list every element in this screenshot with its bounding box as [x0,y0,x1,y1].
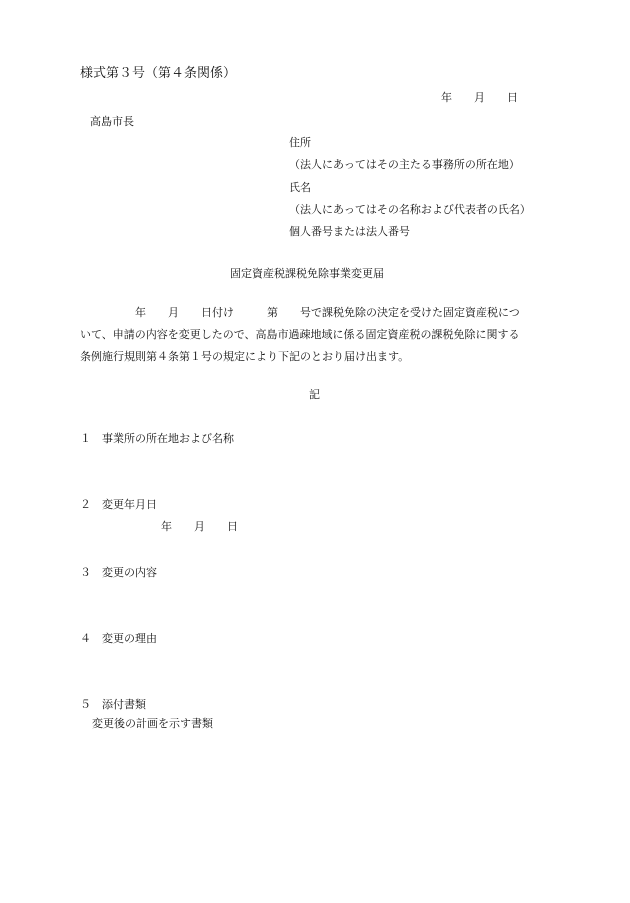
address-label: 住所 [289,136,311,149]
document-title: 固定資産税課税免除事業変更届 [230,267,384,280]
submission-date-line: 年 月 日 [441,91,518,104]
form-number-title: 様式第３号（第４条関係） [80,66,237,81]
body-paragraph [80,302,550,368]
name-note: （法人にあってはその名称および代表者の氏名） [289,203,531,216]
item-1-label: １ 事業所の所在地および名称 [80,432,234,445]
item-3-label: ３ 変更の内容 [80,566,157,579]
item-5-label: ５ 添付書類 [80,698,146,711]
ki-heading: 記 [309,388,320,401]
item-2-date: 年 月 日 [161,520,238,533]
body-line: いて、申請の内容を変更したので、高島市過疎地域に係る固定資産税の課税免除に関する [80,328,520,341]
number-label: 個人番号または法人番号 [289,225,410,238]
addressee: 高島市長 [90,115,134,128]
item-2-label: ２ 変更年月日 [80,498,157,511]
body-line: 条例施行規則第４条第１号の規定により下記のとおり届け出ます。 [80,350,410,363]
item-4-label: ４ 変更の理由 [80,632,157,645]
item-5-attachment: 変更後の計画を示す書類 [92,717,213,730]
address-note: （法人にあってはその主たる事務所の所在地） [289,158,520,171]
name-label: 氏名 [289,181,311,194]
body-line: 年 月 日付け 第 号で課税免除の決定を受けた固定資産税につ [80,306,520,319]
